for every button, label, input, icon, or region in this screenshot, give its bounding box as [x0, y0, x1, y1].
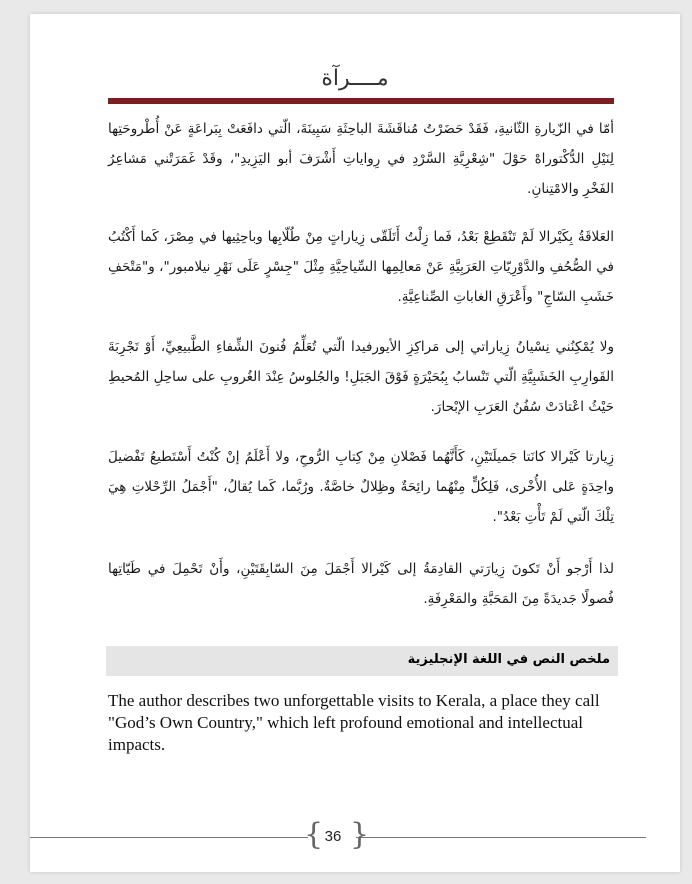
paragraph-5: لذا أَرْجو أَنْ تَكونَ زِيارَتي القادِمَةُ إلى كَيْرالا أَجْمَلَ مِنَ السّابِقَتَيْنِ، وأَنْ تَحْمِلَ في طَيّاتِها فُصولًا جَديدَةً مِنَ المَحَبَّةِ والمَعْرِفَةِ.	[108, 561, 614, 607]
header-divider	[108, 98, 614, 104]
paragraph-2: العَلاقَةُ بِكَيْرالا لَمْ تَنْقَطِعْ بَعْدُ، فَما زِلْتُ أَتَلَقّى زِياراتٍ مِنْ طُلّابِها وباحِثِيها في مِصْرَ، كَما أَكْتُبُ في الصُّحُفِ والدَّوْرِيّاتِ العَرَبِيَّةِ عَنْ مَعالِمِها السِّياحِيَّةِ مِثْلَ "جِسْرٍ عَلَى نَهْرِ نيلامبور"، و"مَتْحَفِ خَشَبِ السّاجِ" وأَعْرَقِ الغاباتِ الصِّناعِيَّةِ.	[108, 229, 614, 305]
footer-rule-right	[356, 837, 646, 838]
left-brace-ornament: {	[304, 817, 324, 852]
paragraph-4: زِيارتا كَيْرالا كانَتا جَميلَتَيْنِ، كَأَنَّهُما فَصْلانِ مِنْ كِتابِ الرُّوحِ، ولا أَعْلَمُ إنْ كُنْتُ أَسْتَطيعُ تَفْضيلَ واحِدَةٍ عَلى الأُخْرى، فَلِكُلٍّ مِنْهُما رائِحَةٌ وظِلالٌ خاصَّةٌ. ورُبَّما، كَما يُقالُ، "أَجْمَلُ الرِّحْلاتِ هِيَ تِلْكَ الّتي لَمْ تَأْتِ بَعْدُ".	[108, 449, 614, 525]
summary-heading-bar	[106, 646, 618, 676]
document-page	[30, 14, 680, 872]
paragraph-3: ولا يُمْكِنُني نِسْيانُ زِياراتي إلى مَراكِزِ الأيورفيدا الّتي تُعَلِّمُ فُنونَ الشِّفاءِ الطَّبيعِيِّ، أَوْ تَجْرِبَةَ القَوارِبِ الخَشَبِيَّةِ الّتي تَنْسابُ بِبُحَيْرَةٍ فَوْقَ الجَبَلِ! والجُلوسُ عِنْدَ الغُروبِ على ساحِلِ المُحيطِ حَيْثُ اعْتادَتْ سُفُنُ العَرَبِ الإبْحارَ.	[108, 339, 614, 415]
footer-rule-left	[30, 837, 308, 838]
paragraph-1: أمّا في الزّيارةِ الثّانيةِ، فَقَدْ حَضَرْتُ مُناقَشَةَ الباحِثَةِ سَبِينَةَ، الّتي دافَعَتْ بِبَراعَةٍ عَنْ أُطْروحَتِها لِنَيْلِ الدُّكْتوراهْ حَوْلَ "شِعْرِيَّةِ السَّرْدِ في رِواياتِ أَشْرَفَ أبو اليَزِيدِ"، وقَدْ غَمَرَتْني مَشاعِرُ الفَخْرِ والامْتِنانِ.	[108, 121, 614, 197]
summary-text: The author describes two unforgettable visits to Kerala, a place they call "God’s Own Country," which left profound emotional and intellectual impacts.	[108, 691, 600, 754]
page-number: 36	[324, 828, 342, 845]
page-header-title: مــــرآة	[321, 66, 389, 91]
right-brace-ornament: }	[350, 817, 370, 852]
summary-heading: ملخص النص في اللغة الإنجليزية	[407, 652, 610, 667]
